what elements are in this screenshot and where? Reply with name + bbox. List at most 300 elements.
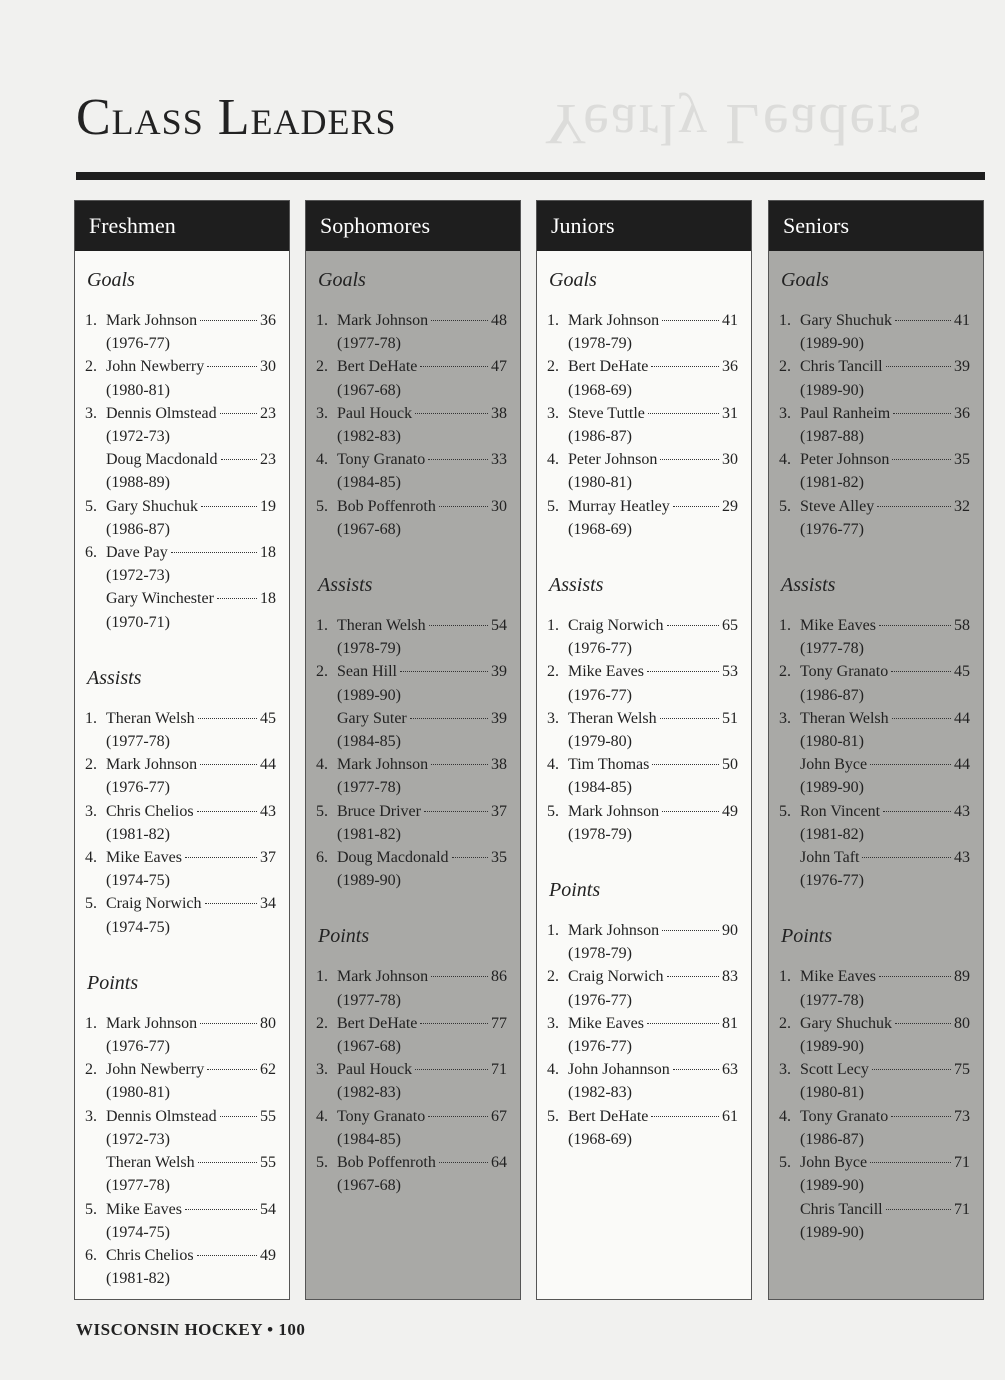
player-name: Mark Johnson	[337, 968, 429, 986]
leader-entry	[779, 707, 970, 753]
season: (1967-68)	[337, 381, 401, 399]
stat-value: 49	[722, 802, 738, 820]
entry-line	[316, 965, 507, 988]
stat-value: 39	[491, 663, 507, 681]
season: (1986-87)	[800, 686, 864, 704]
season: (1977-78)	[337, 779, 401, 797]
season: (1989-90)	[337, 872, 401, 890]
season: (1978-79)	[568, 335, 632, 353]
leader-dots	[872, 1068, 951, 1070]
entry-line	[316, 753, 507, 776]
season: (1984-85)	[337, 733, 401, 751]
entry-line	[316, 402, 507, 425]
player-name: Gary Winchester	[106, 590, 214, 608]
leader-dots	[662, 929, 719, 931]
entry-line	[85, 1198, 276, 1221]
leader-dots	[862, 856, 951, 858]
stat-value: 30	[260, 358, 276, 376]
season: (1989-90)	[800, 1223, 864, 1241]
column-header: Juniors	[537, 201, 751, 251]
season: (1976-77)	[106, 779, 170, 797]
entry-line	[316, 309, 507, 332]
entry-rank: 3.	[85, 404, 97, 422]
season: (1989-90)	[800, 381, 864, 399]
leader-dots	[667, 624, 719, 626]
player-name: Tony Granato	[800, 1107, 889, 1125]
season: (1978-79)	[337, 640, 401, 658]
entry-line	[779, 846, 970, 869]
entry-line	[547, 1012, 738, 1035]
entry-line	[85, 495, 276, 518]
leader-list	[85, 1012, 276, 1290]
leader-dots	[200, 1022, 257, 1024]
season: (1977-78)	[106, 1177, 170, 1195]
entry-rank: 1.	[85, 312, 97, 329]
category-heading: Assists	[549, 574, 604, 597]
player-name: Tony Granato	[337, 1107, 426, 1125]
entry-rank: 1.	[779, 312, 791, 329]
leader-entry	[85, 1012, 276, 1058]
entry-line	[779, 309, 970, 332]
player-name: Mike Eaves	[800, 968, 876, 986]
player-name: Gary Shuchuk	[800, 1014, 892, 1032]
stat-value: 41	[722, 312, 738, 329]
leader-dots	[439, 1161, 488, 1163]
entry-line	[85, 309, 276, 332]
player-name: John Newberry	[106, 1061, 205, 1079]
stat-value: 51	[722, 709, 738, 727]
entry-rank: 1.	[316, 617, 328, 635]
leader-entry	[779, 1198, 970, 1244]
player-name: Mark Johnson	[568, 802, 660, 820]
season: (1984-85)	[568, 779, 632, 797]
player-name: Theran Welsh	[337, 617, 426, 635]
leader-entry	[316, 846, 507, 892]
stat-value: 43	[260, 802, 276, 820]
entry-line	[85, 800, 276, 823]
leader-dots	[420, 1022, 488, 1024]
leader-entry	[85, 309, 276, 355]
entry-rank: 5.	[85, 1200, 97, 1218]
entry-rank: 1.	[779, 617, 791, 635]
ghost-title: Yearly Leaders	[545, 92, 924, 157]
stat-value: 23	[260, 404, 276, 422]
leader-entry	[316, 800, 507, 846]
leader-dots	[428, 1115, 488, 1117]
leader-dots	[452, 856, 488, 858]
entry-rank: 3.	[547, 1014, 559, 1032]
entry-rank: 1.	[316, 968, 328, 986]
entry-line	[85, 1244, 276, 1267]
category-heading: Points	[781, 925, 833, 948]
season: (1978-79)	[568, 825, 632, 843]
player-name: Mark Johnson	[337, 312, 429, 329]
player-name: Bob Poffenroth	[337, 497, 436, 515]
season: (1981-82)	[800, 825, 864, 843]
leader-list	[85, 707, 276, 939]
stat-value: 62	[260, 1061, 276, 1079]
player-name: Theran Welsh	[800, 709, 889, 727]
leader-dots	[648, 412, 719, 414]
entry-line	[779, 800, 970, 823]
leader-dots	[651, 1115, 719, 1117]
player-name: Mark Johnson	[106, 312, 198, 329]
leader-entry	[547, 448, 738, 494]
player-name: Mark Johnson	[568, 922, 660, 940]
entry-rank: 5.	[779, 497, 791, 515]
entry-line	[547, 495, 738, 518]
leader-dots	[431, 763, 488, 765]
entry-line	[547, 614, 738, 637]
leader-dots	[895, 1022, 951, 1024]
leader-dots	[429, 624, 488, 626]
entry-rank: 3.	[316, 1061, 328, 1079]
stat-value: 83	[722, 968, 738, 986]
leader-entry	[779, 1151, 970, 1197]
class-column-seniors	[768, 200, 984, 1300]
player-name: Murray Heatley	[568, 497, 670, 515]
player-name: Peter Johnson	[568, 451, 658, 469]
player-name: Dave Pay	[106, 544, 168, 562]
stat-value: 54	[491, 617, 507, 635]
entry-line	[779, 402, 970, 425]
stat-value: 47	[491, 358, 507, 376]
leader-dots	[660, 717, 719, 719]
leader-dots	[431, 975, 488, 977]
leader-dots	[400, 670, 488, 672]
leader-dots	[197, 810, 257, 812]
player-name: John Taft	[800, 849, 860, 867]
season: (1978-79)	[568, 945, 632, 963]
entry-rank: 4.	[779, 451, 791, 469]
leader-entry	[316, 495, 507, 541]
player-name: Chris Chelios	[106, 1246, 194, 1264]
season: (1984-85)	[337, 1130, 401, 1148]
stat-value: 81	[722, 1014, 738, 1032]
stat-value: 35	[491, 849, 507, 867]
entry-line	[316, 495, 507, 518]
season: (1982-83)	[337, 1084, 401, 1102]
category-heading: Assists	[87, 666, 142, 689]
stat-value: 34	[260, 895, 276, 913]
season: (1972-73)	[106, 567, 170, 585]
season: (1968-69)	[568, 1130, 632, 1148]
leader-list	[316, 614, 507, 892]
leader-entry	[547, 919, 738, 965]
category-heading: Points	[87, 971, 139, 994]
player-name: Mark Johnson	[106, 756, 198, 774]
stat-value: 18	[260, 590, 276, 608]
leader-dots	[877, 505, 951, 507]
entry-line	[547, 1105, 738, 1128]
leader-entry	[779, 660, 970, 706]
player-name: Mark Johnson	[106, 1014, 198, 1032]
stat-value: 90	[722, 922, 738, 940]
category-heading: Assists	[781, 574, 836, 597]
entry-rank: 4.	[316, 451, 328, 469]
stat-value: 89	[954, 968, 970, 986]
player-name: Mike Eaves	[106, 849, 182, 867]
entry-line	[779, 707, 970, 730]
category-heading: Points	[318, 925, 370, 948]
entry-line	[85, 1058, 276, 1081]
season: (1974-75)	[106, 918, 170, 936]
class-column-freshmen	[74, 200, 290, 1300]
season: (1977-78)	[337, 335, 401, 353]
leader-entry	[316, 1151, 507, 1197]
leader-entry	[85, 495, 276, 541]
leader-entry	[547, 800, 738, 846]
season: (1989-90)	[800, 335, 864, 353]
player-name: Craig Norwich	[568, 617, 664, 635]
leader-dots	[428, 458, 488, 460]
leader-dots	[201, 505, 257, 507]
entry-rank: 4.	[85, 849, 97, 867]
leader-entry	[779, 309, 970, 355]
stat-value: 33	[491, 451, 507, 469]
entry-line	[779, 965, 970, 988]
player-name: John Byce	[800, 1154, 868, 1172]
entry-line	[85, 846, 276, 869]
entry-rank: 6.	[85, 544, 97, 562]
player-name: Tony Granato	[800, 663, 889, 681]
leader-entry	[316, 614, 507, 660]
entry-rank: 5.	[779, 1154, 791, 1172]
entry-line	[85, 1105, 276, 1128]
season: (1980-81)	[800, 1084, 864, 1102]
entry-line	[779, 1012, 970, 1035]
leader-entry	[85, 587, 276, 633]
entry-rank: 5.	[547, 1107, 559, 1125]
entry-rank: 2.	[779, 663, 791, 681]
stat-value: 30	[491, 497, 507, 515]
leader-entry	[316, 448, 507, 494]
season: (1977-78)	[106, 733, 170, 751]
season: (1976-77)	[568, 1038, 632, 1056]
entry-line	[316, 1012, 507, 1035]
stat-value: 38	[491, 756, 507, 774]
leader-dots	[879, 975, 951, 977]
entry-line	[85, 355, 276, 378]
player-name: Ron Vincent	[800, 802, 881, 820]
stat-value: 18	[260, 544, 276, 562]
leader-list	[547, 309, 738, 541]
player-name: Doug Macdonald	[106, 451, 218, 469]
page-footer: WISCONSIN HOCKEY • 100	[76, 1320, 306, 1339]
stat-value: 44	[260, 756, 276, 774]
stat-value: 63	[722, 1061, 738, 1079]
season: (1980-81)	[800, 733, 864, 751]
entry-rank: 1.	[316, 312, 328, 329]
entry-line	[547, 1058, 738, 1081]
leader-dots	[415, 1068, 488, 1070]
entry-line	[547, 919, 738, 942]
entry-line	[316, 355, 507, 378]
season: (1968-69)	[568, 381, 632, 399]
stat-value: 49	[260, 1246, 276, 1264]
entry-line	[779, 660, 970, 683]
entry-line	[547, 707, 738, 730]
entry-rank: 1.	[85, 709, 97, 727]
leader-entry	[779, 753, 970, 799]
player-name: Paul Ranheim	[800, 404, 891, 422]
leader-list	[779, 614, 970, 892]
entry-rank: 3.	[779, 404, 791, 422]
player-name: Theran Welsh	[106, 1154, 195, 1172]
player-name: Mike Eaves	[106, 1200, 182, 1218]
column-header: Sophomores	[306, 201, 520, 251]
player-name: Mark Johnson	[337, 756, 429, 774]
leader-dots	[660, 458, 719, 460]
leader-dots	[893, 412, 951, 414]
player-name: Peter Johnson	[800, 451, 890, 469]
player-name: Bert DeHate	[568, 358, 649, 376]
stat-value: 45	[260, 709, 276, 727]
entry-line	[779, 495, 970, 518]
column-body	[537, 268, 751, 1151]
player-name: Gary Suter	[337, 709, 407, 727]
player-name: Bruce Driver	[337, 802, 421, 820]
stat-value: 44	[954, 756, 970, 774]
stat-value: 50	[722, 756, 738, 774]
entry-line	[85, 707, 276, 730]
player-name: Craig Norwich	[568, 968, 664, 986]
season: (1986-87)	[106, 520, 170, 538]
leader-dots	[879, 624, 951, 626]
season: (1980-81)	[106, 381, 170, 399]
player-name: John Newberry	[106, 358, 205, 376]
leader-dots	[420, 365, 488, 367]
entry-line	[316, 448, 507, 471]
entry-line	[316, 614, 507, 637]
entry-line	[316, 660, 507, 683]
leader-entry	[85, 707, 276, 753]
leader-dots	[673, 505, 719, 507]
leader-entry	[85, 892, 276, 938]
title-rule	[76, 172, 985, 180]
stat-value: 36	[954, 404, 970, 422]
leader-entry	[779, 1105, 970, 1151]
stat-value: 39	[491, 709, 507, 727]
season: (1976-77)	[800, 520, 864, 538]
entry-line	[85, 587, 276, 610]
leader-dots	[892, 717, 951, 719]
leader-dots	[410, 717, 488, 719]
stat-value: 58	[954, 617, 970, 635]
entry-line	[547, 355, 738, 378]
leader-dots	[200, 319, 257, 321]
season: (1989-90)	[800, 779, 864, 797]
leader-entry	[779, 1058, 970, 1104]
entry-rank: 4.	[547, 451, 559, 469]
leader-entry	[547, 660, 738, 706]
leader-entry	[547, 965, 738, 1011]
player-name: John Johannson	[568, 1061, 670, 1079]
entry-line	[547, 309, 738, 332]
leader-entry	[779, 402, 970, 448]
page-title: Class Leaders	[76, 89, 397, 146]
entry-line	[547, 402, 738, 425]
stat-value: 37	[491, 802, 507, 820]
season: (1967-68)	[337, 1038, 401, 1056]
player-name: Dennis Olmstead	[106, 1107, 217, 1125]
entry-line	[779, 753, 970, 776]
leader-dots	[198, 1161, 257, 1163]
category-heading: Goals	[87, 269, 135, 291]
category-heading: Goals	[318, 269, 366, 291]
player-name: Dennis Olmstead	[106, 404, 217, 422]
stat-value: 19	[260, 497, 276, 515]
entry-rank: 5.	[547, 497, 559, 515]
entry-rank: 4.	[316, 756, 328, 774]
season: (1984-85)	[337, 474, 401, 492]
entry-rank: 5.	[316, 497, 328, 515]
entry-rank: 5.	[316, 1154, 328, 1172]
entry-line	[316, 1058, 507, 1081]
player-name: Paul Houck	[337, 1061, 413, 1079]
season: (1974-75)	[106, 872, 170, 890]
season: (1989-90)	[337, 686, 401, 704]
season: (1977-78)	[337, 991, 401, 1009]
stat-value: 80	[260, 1014, 276, 1032]
stat-value: 77	[491, 1014, 507, 1032]
entry-line	[547, 448, 738, 471]
leader-entry	[85, 846, 276, 892]
leader-entry	[779, 1012, 970, 1058]
leader-entry	[547, 1058, 738, 1104]
leader-entry	[547, 402, 738, 448]
entry-line	[547, 965, 738, 988]
stat-value: 48	[491, 312, 507, 329]
class-column-sophomores	[305, 200, 521, 1300]
stat-value: 65	[722, 617, 738, 635]
stat-value: 36	[722, 358, 738, 376]
leader-entry	[547, 753, 738, 799]
entry-rank: 4.	[779, 1107, 791, 1125]
player-name: Bob Poffenroth	[337, 1154, 436, 1172]
season: (1981-82)	[337, 825, 401, 843]
leader-dots	[217, 597, 257, 599]
stat-value: 43	[954, 849, 970, 867]
stat-value: 30	[722, 451, 738, 469]
leader-dots	[886, 1208, 951, 1210]
leader-entry	[316, 965, 507, 1011]
leader-entry	[85, 1198, 276, 1244]
season: (1980-81)	[106, 1084, 170, 1102]
leader-dots	[647, 670, 719, 672]
season: (1976-77)	[568, 991, 632, 1009]
leader-entry	[316, 1058, 507, 1104]
entry-line	[547, 800, 738, 823]
player-name: Mike Eaves	[800, 617, 876, 635]
column-header: Freshmen	[75, 201, 289, 251]
season: (1988-89)	[106, 474, 170, 492]
entry-rank: 1.	[779, 968, 791, 986]
leader-list	[547, 919, 738, 1151]
stat-value: 41	[954, 312, 970, 329]
leader-entry	[85, 448, 276, 494]
entry-line	[85, 1012, 276, 1035]
player-name: Theran Welsh	[568, 709, 657, 727]
entry-line	[779, 1151, 970, 1174]
season: (1980-81)	[568, 474, 632, 492]
entry-line	[316, 707, 507, 730]
stat-value: 61	[722, 1107, 738, 1125]
entry-rank: 1.	[85, 1014, 97, 1032]
entry-rank: 2.	[316, 663, 328, 681]
entry-rank: 6.	[316, 849, 328, 867]
player-name: Bert DeHate	[337, 358, 418, 376]
